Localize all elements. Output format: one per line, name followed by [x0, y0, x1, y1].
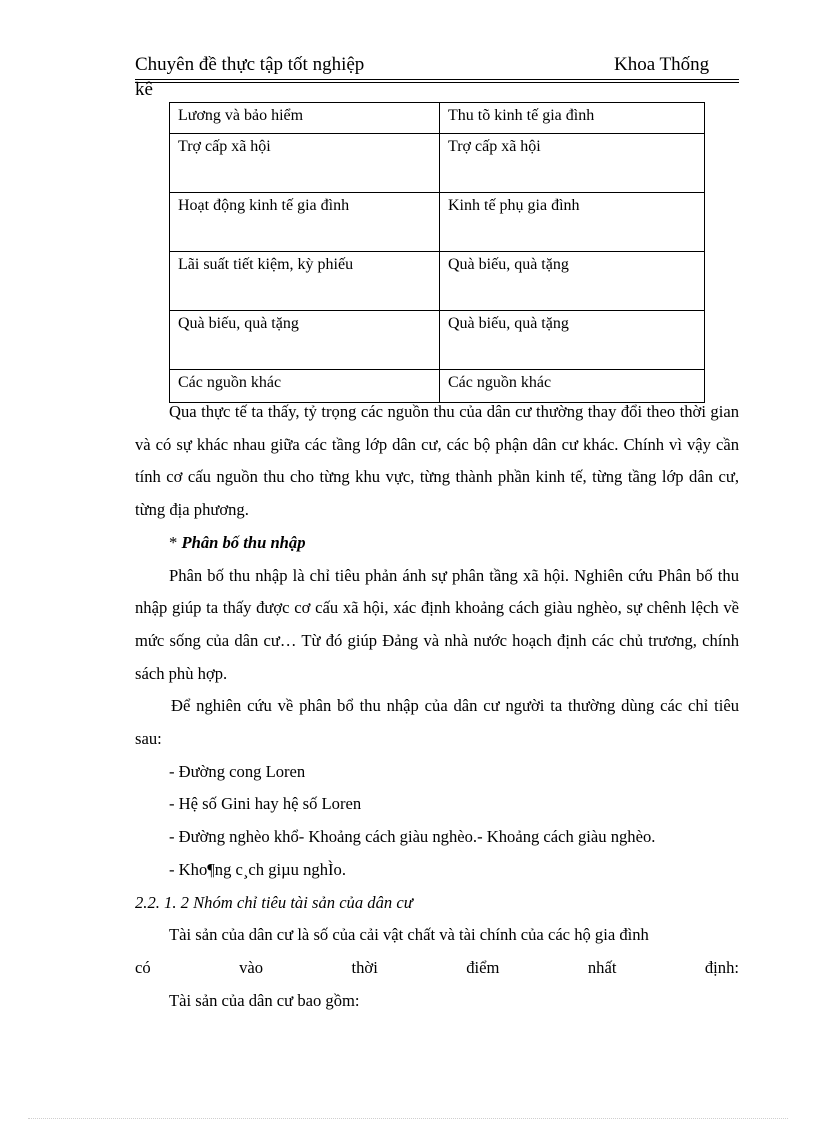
subsection-heading: 2.2. 1. 2 Nhóm chỉ tiêu tài sản của dân cư: [135, 892, 413, 912]
section-heading-income-distribution: [135, 527, 739, 560]
list-item: - Đường nghèo khổ- Khoảng cách giàu nghèo.- Khoảng cách giàu nghèo.: [169, 827, 656, 847]
page-bottom-divider: [28, 1118, 788, 1119]
table-cell: Lãi suất tiết kiệm, kỳ phiếu: [170, 252, 440, 311]
table-cell: Các nguồn khác: [440, 370, 705, 403]
heading-text: Phân bố thu nhập: [181, 532, 306, 552]
table-row: [170, 311, 705, 370]
body-text: [135, 396, 739, 1017]
table-row: [170, 134, 705, 193]
table-cell: Trợ cấp xã hội: [170, 134, 440, 193]
header-department: Khoa Thống: [614, 54, 710, 75]
table-cell: Hoạt động kinh tế gia đình: [170, 193, 440, 252]
paragraph-indicators-intro: Để nghiên cứu về phân bổ thu nhập của dân cư người ta thường dùng các chỉ tiêu sau:: [135, 696, 739, 749]
table-row: [170, 103, 705, 134]
heading-bullet: *: [169, 532, 182, 552]
list-item: - Đường cong Loren: [169, 761, 306, 781]
table-cell: Quà biếu, quà tặng: [440, 252, 705, 311]
paragraph-assets-line2: có vào thời điểm nhất định:: [135, 957, 739, 977]
table-cell: Trợ cấp xã hội: [440, 134, 705, 193]
header-department-continuation: kê: [135, 79, 153, 100]
header-title: Chuyên đề thực tập tốt nghiệp: [135, 54, 365, 75]
table-cell: Quà biếu, quà tặng: [170, 311, 440, 370]
table-cell: Kinh tế phụ gia đình: [440, 193, 705, 252]
table-row: [170, 252, 705, 311]
header-rule-bottom: [135, 82, 739, 83]
paragraph-income-distribution: Phân bố thu nhập là chỉ tiêu phản ánh sự phân tầng xã hội. Nghiên cứu Phân bố thu nhập giúp ta thấy được cơ cấu xã hội, xác định khoảng cách giàu nghèo, sự chênh lệch về mức sống của dân cư… Từ đó giúp Đảng và nhà nước hoạch định các chủ trương, chính sách phù hợp.: [135, 565, 739, 683]
table-cell: Thu tõ kinh tế gia đình: [440, 103, 705, 134]
table-cell: Quà biếu, quà tặng: [440, 311, 705, 370]
list-item: - Kho¶ng c¸ch giµu nghÌo.: [169, 859, 346, 879]
header-rule-top: [135, 79, 739, 80]
income-sources-table: [169, 102, 705, 403]
paragraph-assets-line1: Tài sản của dân cư là số của cải vật chất và tài chính của các hộ gia đình: [169, 925, 649, 945]
paragraph-assets-include: Tài sản của dân cư bao gồm:: [169, 990, 360, 1010]
list-item: - Hệ số Gini hay hệ số Loren: [169, 794, 362, 814]
table-cell: Lương và bảo hiểm: [170, 103, 440, 134]
paragraph-income-structure: Qua thực tế ta thấy, tỷ trọng các nguồn thu của dân cư thường thay đổi theo thời gian và có sự khác nhau giữa các tầng lớp dân cư, các bộ phận dân cư khác. Chính vì vậy cần tính cơ cấu nguồn thu cho từng khu vực, từng thành phần kinh tế, từng tầng lớp dân cư, từng địa phương.: [135, 402, 739, 520]
table-row: [170, 193, 705, 252]
table-cell: Các nguồn khác: [170, 370, 440, 403]
